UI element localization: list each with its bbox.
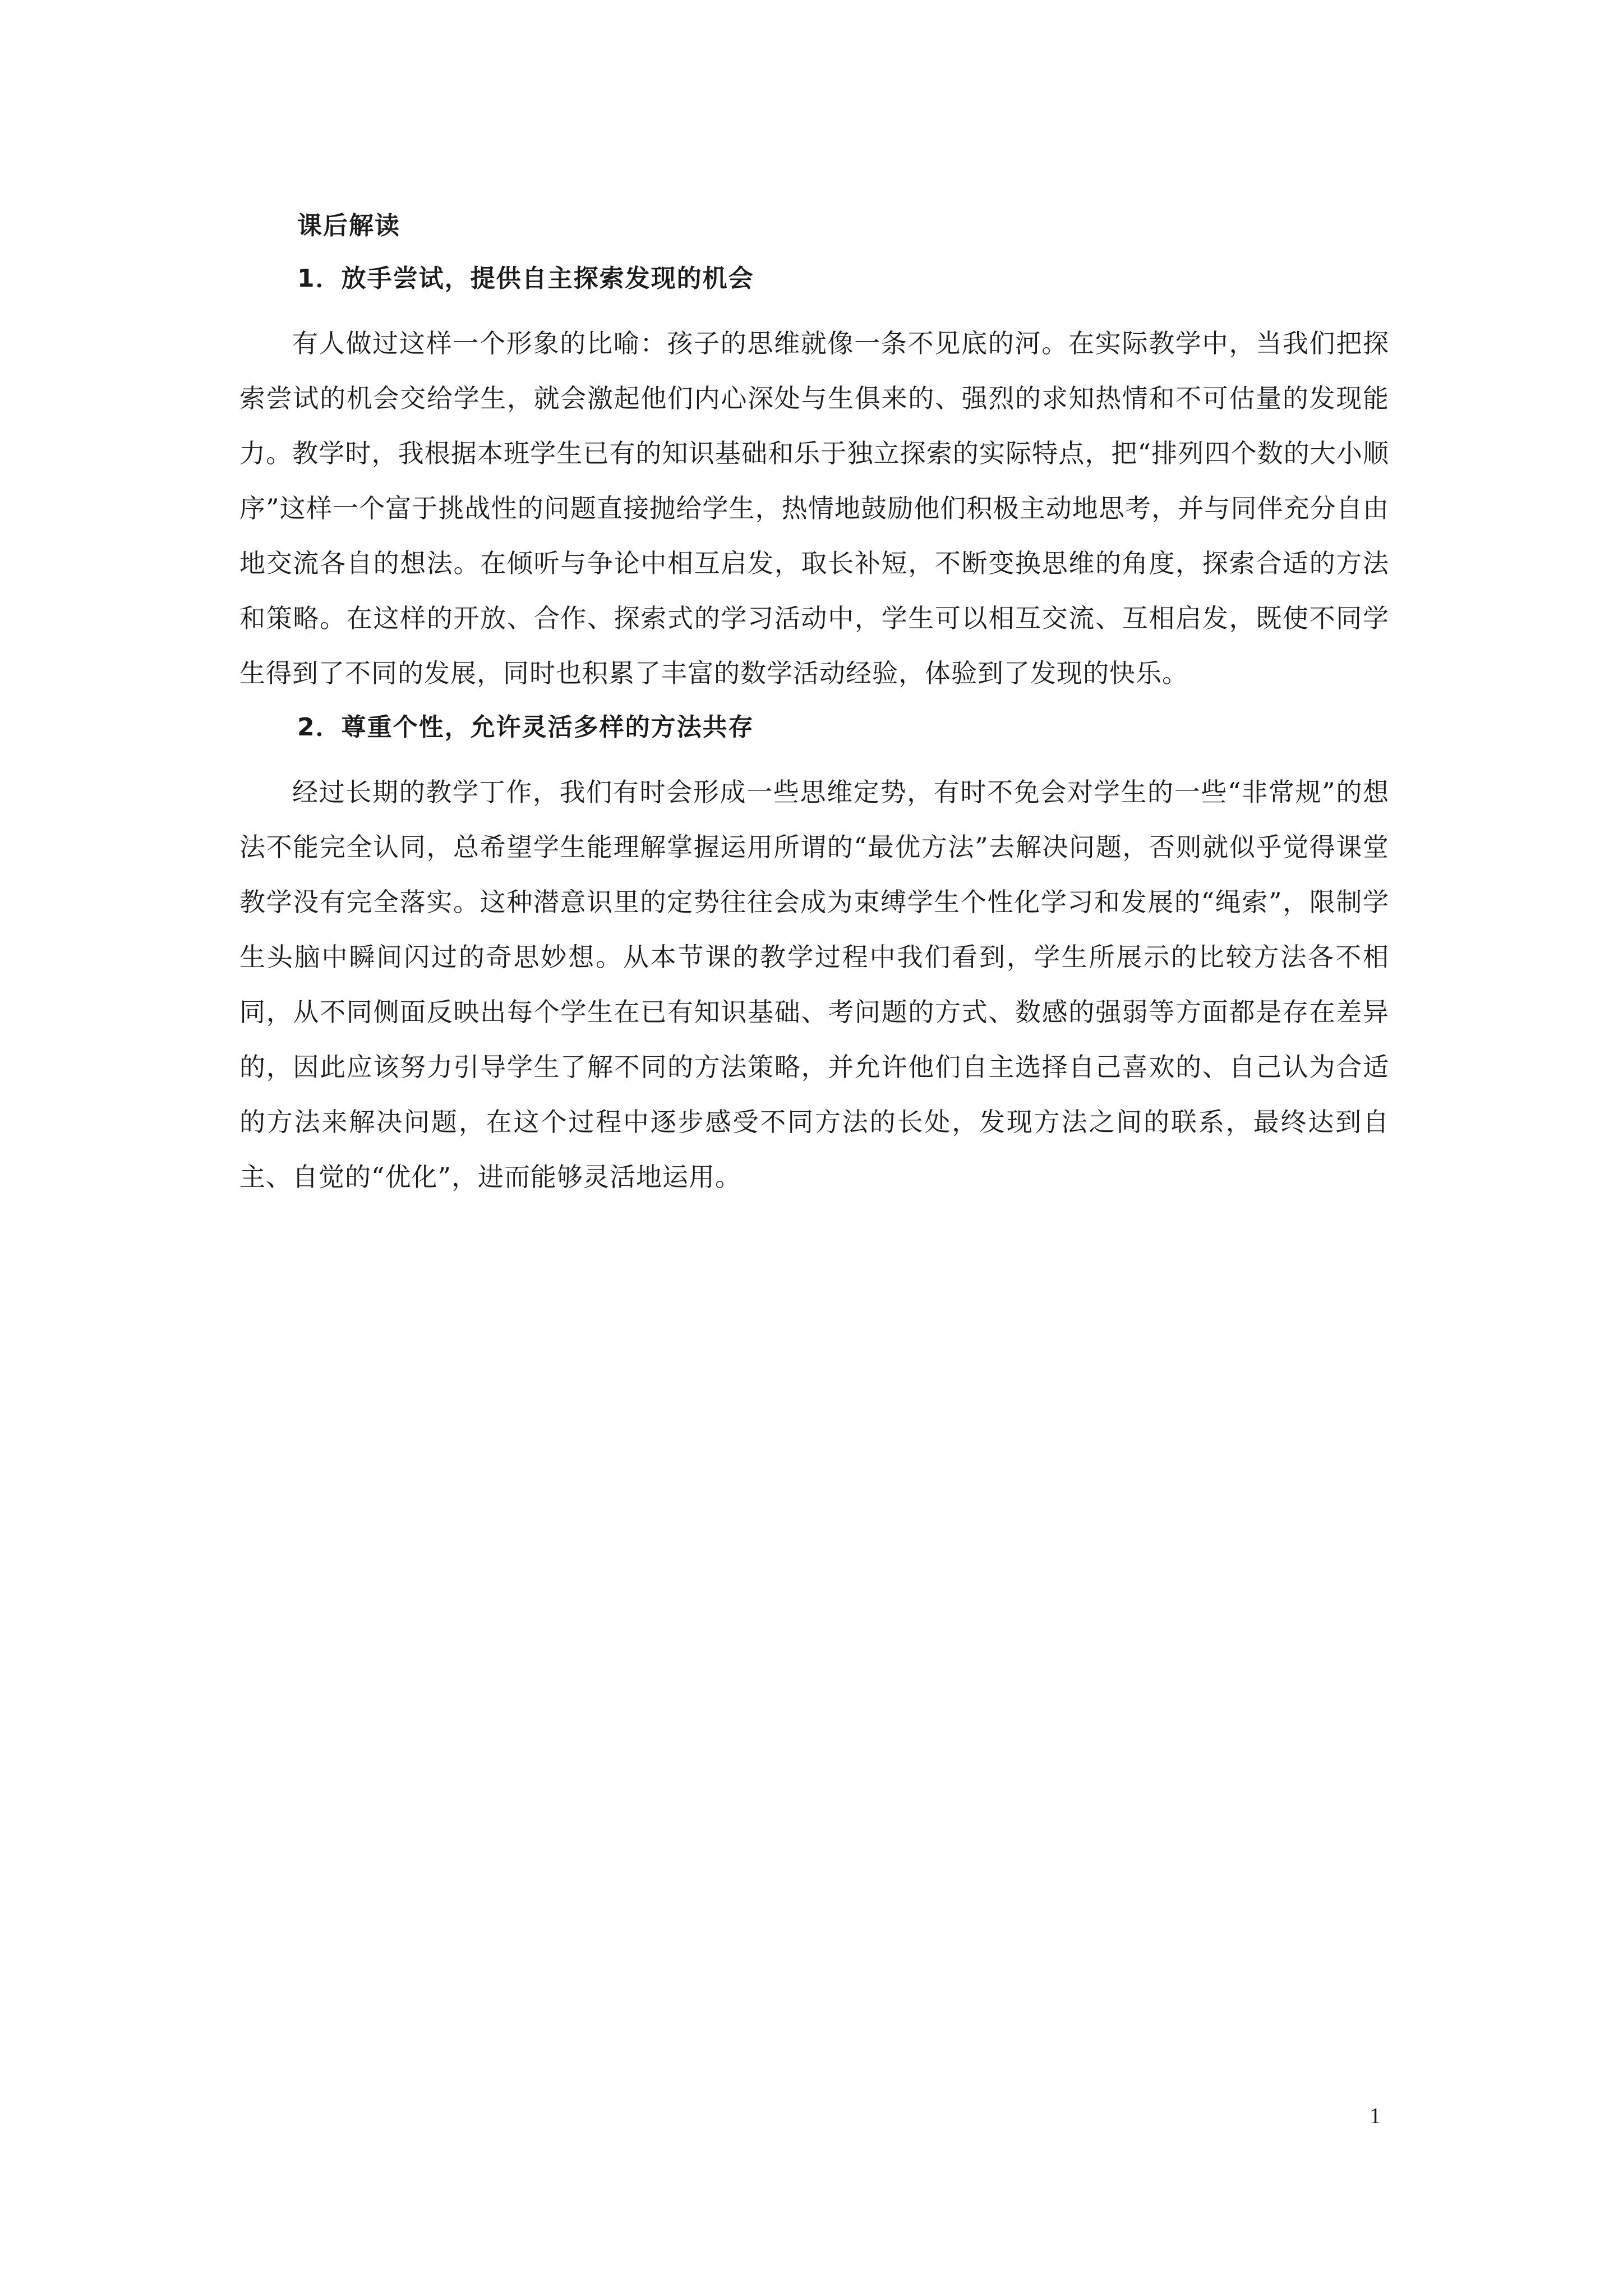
page-number: 1: [1370, 2103, 1381, 2128]
document-title: 课后解读: [297, 211, 400, 240]
document-body: [239, 210, 1389, 1216]
section-heading-2: 2．尊重个性，允许灵活多样的方法共存: [297, 713, 754, 742]
section-paragraph-1: 有人做过这样一个形象的比喻：孩子的思维就像一条不见底的河。在实际教学中，当我们把探索尝试的机会交给学生，就会激起他们内心深处与生俱来的、强烈的求知热情和不可估量的发现能力。教学时，我根据本班学生已有的知识基础和乐于独立探索的实际特点，把“排列四个数的大小顺序”这样一个富于挑战性的问题直接抛给学生，热情地鼓励他们积极主动地思考，并与同伴充分自由地交流各自的想法。在倾听与争论中相互启发，取长补短，不断变换思维的角度，探索合适的方法和策略。在这样的开放、合作、探索式的学习活动中，学生可以相互交流、互相启发，既使不同学生得到了不同的发展，同时也积累了丰富的数学活动经验，体验到了发现的快乐。: [239, 328, 1389, 688]
section-heading-1: 1．放手尝试，提供自主探索发现的机会: [297, 264, 754, 293]
section-paragraph-2: 经过长期的教学丁作，我们有时会形成一些思维定势，有时不免会对学生的一些“非常规”的想法不能完全认同，总希望学生能理解掌握运用所谓的“最优方法”去解决问题，否则就似乎觉得课堂教学没有完全落实。这种潜意识里的定势往往会成为束缚学生个性化学习和发展的“绳索”，限制学生头脑中瞬间闪过的奇思妙想。从本节课的教学过程中我们看到，学生所展示的比较方法各不相同，从不同侧面反映出每个学生在已有知识基础、考问题的方式、数感的强弱等方面都是存在差异的，因此应该努力引导学生了解不同的方法策略，并允许他们自主选择自己喜欢的、自己认为合适的方法来解决问题，在这个过程中逐步感受不同方法的长处，发现方法之间的联系，最终达到自主、自觉的“优化”，进而能够灵活地运用。: [239, 777, 1389, 1192]
